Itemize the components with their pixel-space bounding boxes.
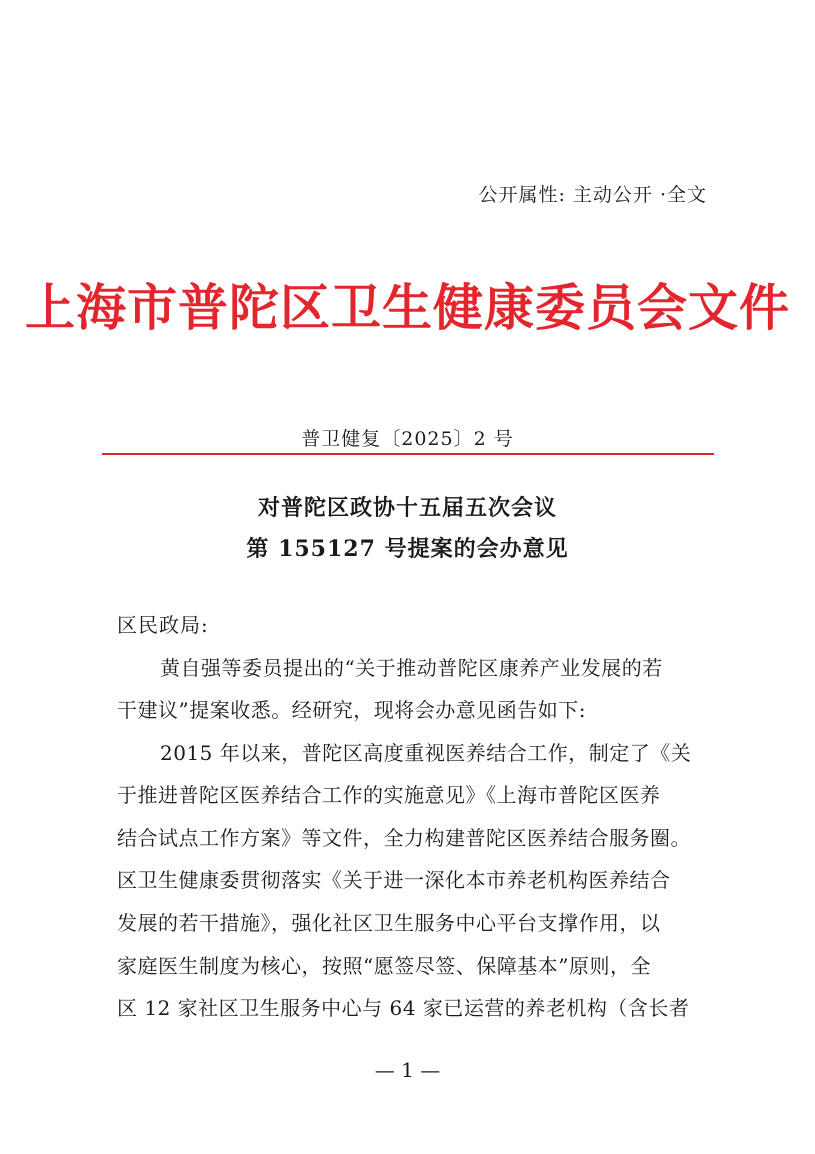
body-line: 黄自强等委员提出的“关于推动普陀区康养产业发展的若 xyxy=(160,656,663,680)
subject-line-2: 第 155127 号提案的会办意见 xyxy=(246,536,569,562)
body-line: 区卫生健康委贯彻落实《关于进一深化本市养老机构医养结合 xyxy=(117,868,671,892)
document-number: 普卫健复〔2025〕2 号 xyxy=(301,428,514,450)
body-line: 发展的若干措施》，强化社区卫生服务中心平台支撑作用，以 xyxy=(117,911,661,935)
issuer-header-title: 上海市普陀区卫生健康委员会文件 xyxy=(25,278,790,337)
body-line: 区 12 家社区卫生服务中心与 64 家已运营的养老机构（含长者 xyxy=(117,996,690,1020)
body-line: 于推进普陀区医养结合工作的实施意见》《上海市普陀区医养 xyxy=(117,783,661,807)
body-line: 2015 年以来，普陀区高度重视医养结合工作，制定了《关 xyxy=(160,741,692,765)
page-number: — 1 — xyxy=(374,1058,441,1082)
salutation: 区民政局: xyxy=(117,613,209,637)
subject-line-1: 对普陀区政协十五届五次会议 xyxy=(257,495,557,521)
body-line: 家庭医生制度为核心，按照“愿签尽签、保障基本”原则，全 xyxy=(117,954,651,978)
red-separator-line xyxy=(102,453,714,455)
body-line: 结合试点工作方案》等文件，全力构建普陀区医养结合服务圈。 xyxy=(117,826,691,850)
disclosure-attribute: 公开属性: 主动公开 ·全文 xyxy=(478,184,707,206)
body-line: 干建议”提案收悉。经研究，现将会办意见函告如下: xyxy=(117,698,586,722)
